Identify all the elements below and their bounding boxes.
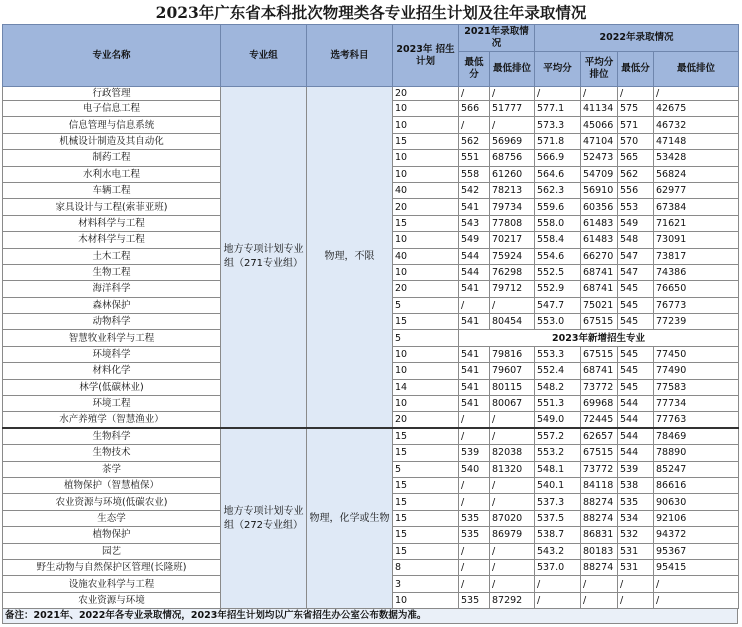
major-name-cell: 木材科学与工程: [3, 232, 221, 248]
avg-rank-2022-cell: /: [581, 592, 618, 608]
avg-rank-2022-cell: 73772: [581, 461, 618, 477]
header-2022-min-rank: 最低排位: [654, 52, 739, 87]
group-cell: 地方专项计划专业组（271专业组）: [221, 87, 307, 429]
min-rank-2021-cell: 80067: [490, 396, 535, 412]
min-score-2021-cell: /: [459, 559, 490, 575]
plan-2023-cell: 5: [393, 461, 459, 477]
table-body: [3, 87, 739, 609]
min-score-2021-cell: 541: [459, 346, 490, 362]
avg-rank-2022-cell: 84118: [581, 477, 618, 493]
min-rank-2021-cell: /: [490, 297, 535, 313]
min-score-2021-cell: 540: [459, 461, 490, 477]
min-rank-2022-cell: /: [654, 576, 739, 592]
min-score-2021-cell: 541: [459, 314, 490, 330]
plan-2023-cell: 15: [393, 445, 459, 461]
major-name-cell: 土木工程: [3, 248, 221, 264]
major-name-cell: 生物工程: [3, 264, 221, 280]
min-rank-2022-cell: 92106: [654, 510, 739, 526]
min-score-2022-cell: 545: [618, 314, 654, 330]
major-name-cell: 生态学: [3, 510, 221, 526]
min-rank-2022-cell: /: [654, 592, 739, 608]
plan-2023-cell: 10: [393, 101, 459, 117]
min-rank-2022-cell: 95367: [654, 543, 739, 559]
avg-score-2022-cell: 552.4: [535, 363, 581, 379]
min-rank-2022-cell: 78469: [654, 428, 739, 444]
subjects-cell: 物理，化学或生物: [307, 428, 393, 608]
min-score-2022-cell: 571: [618, 117, 654, 133]
min-rank-2021-cell: 79607: [490, 363, 535, 379]
plan-2023-cell: 20: [393, 199, 459, 215]
footnote: 备注：2021年、2022年各专业录取情况，2023年招生计划均以广东省招生办公室公布数据为准。: [2, 608, 738, 624]
min-rank-2022-cell: 77450: [654, 346, 739, 362]
avg-score-2022-cell: 564.6: [535, 166, 581, 182]
header-group: 专业组: [221, 25, 307, 87]
min-score-2022-cell: 548: [618, 232, 654, 248]
min-rank-2022-cell: 77239: [654, 314, 739, 330]
avg-score-2022-cell: 558.4: [535, 232, 581, 248]
major-name-cell: 茶学: [3, 461, 221, 477]
plan-2023-cell: 15: [393, 314, 459, 330]
plan-2023-cell: 40: [393, 182, 459, 198]
avg-rank-2022-cell: 75021: [581, 297, 618, 313]
min-score-2022-cell: 545: [618, 379, 654, 395]
min-rank-2021-cell: /: [490, 543, 535, 559]
avg-score-2022-cell: 557.2: [535, 428, 581, 444]
min-rank-2022-cell: 71621: [654, 215, 739, 231]
major-name-cell: 环境工程: [3, 396, 221, 412]
min-score-2021-cell: /: [459, 428, 490, 444]
major-name-cell: 信息管理与信息系统: [3, 117, 221, 133]
min-score-2022-cell: 532: [618, 527, 654, 543]
subjects-cell: 物理，不限: [307, 87, 393, 429]
min-rank-2022-cell: 90630: [654, 494, 739, 510]
header-2022: 2022年录取情况: [535, 25, 739, 52]
major-name-cell: 水产养殖学（智慧渔业）: [3, 412, 221, 428]
major-name-cell: 生物科学: [3, 428, 221, 444]
min-rank-2022-cell: 78890: [654, 445, 739, 461]
avg-rank-2022-cell: 88274: [581, 510, 618, 526]
min-score-2021-cell: /: [459, 477, 490, 493]
avg-score-2022-cell: /: [535, 87, 581, 101]
avg-score-2022-cell: 551.3: [535, 396, 581, 412]
avg-score-2022-cell: 543.2: [535, 543, 581, 559]
major-name-cell: 材料化学: [3, 363, 221, 379]
avg-rank-2022-cell: /: [581, 87, 618, 101]
avg-rank-2022-cell: 56910: [581, 182, 618, 198]
min-score-2021-cell: 535: [459, 527, 490, 543]
avg-score-2022-cell: 552.5: [535, 264, 581, 280]
min-rank-2021-cell: /: [490, 559, 535, 575]
avg-score-2022-cell: 558.0: [535, 215, 581, 231]
min-rank-2022-cell: 73817: [654, 248, 739, 264]
header-2021-min-rank: 最低排位: [490, 52, 535, 87]
min-rank-2021-cell: 70217: [490, 232, 535, 248]
plan-2023-cell: 40: [393, 248, 459, 264]
major-name-cell: 智慧牧业科学与工程: [3, 330, 221, 346]
major-name-cell: 电子信息工程: [3, 101, 221, 117]
major-name-cell: 设施农业科学与工程: [3, 576, 221, 592]
avg-rank-2022-cell: 68741: [581, 281, 618, 297]
min-rank-2022-cell: 47148: [654, 133, 739, 149]
min-score-2022-cell: /: [618, 576, 654, 592]
min-rank-2021-cell: 81320: [490, 461, 535, 477]
plan-2023-cell: 15: [393, 428, 459, 444]
min-score-2022-cell: 534: [618, 510, 654, 526]
min-rank-2022-cell: 85247: [654, 461, 739, 477]
min-score-2021-cell: 558: [459, 166, 490, 182]
avg-rank-2022-cell: 41134: [581, 101, 618, 117]
plan-2023-cell: 15: [393, 543, 459, 559]
avg-rank-2022-cell: 62657: [581, 428, 618, 444]
min-score-2021-cell: 551: [459, 150, 490, 166]
major-name-cell: 生物技术: [3, 445, 221, 461]
avg-rank-2022-cell: 68741: [581, 363, 618, 379]
plan-2023-cell: 5: [393, 330, 459, 346]
group-cell: 地方专项计划专业组（272专业组）: [221, 428, 307, 608]
min-rank-2021-cell: 80454: [490, 314, 535, 330]
min-rank-2022-cell: 77583: [654, 379, 739, 395]
min-score-2021-cell: 544: [459, 248, 490, 264]
min-rank-2021-cell: 79712: [490, 281, 535, 297]
avg-score-2022-cell: 537.3: [535, 494, 581, 510]
min-rank-2021-cell: 77808: [490, 215, 535, 231]
min-score-2022-cell: 544: [618, 412, 654, 428]
avg-score-2022-cell: 553.2: [535, 445, 581, 461]
min-score-2022-cell: 562: [618, 166, 654, 182]
min-rank-2021-cell: /: [490, 87, 535, 101]
avg-rank-2022-cell: 67515: [581, 314, 618, 330]
avg-score-2022-cell: 559.6: [535, 199, 581, 215]
avg-rank-2022-cell: 52473: [581, 150, 618, 166]
header-subjects: 选考科目: [307, 25, 393, 87]
avg-rank-2022-cell: 54709: [581, 166, 618, 182]
min-score-2022-cell: 539: [618, 461, 654, 477]
plan-2023-cell: 20: [393, 281, 459, 297]
min-score-2022-cell: 545: [618, 363, 654, 379]
avg-rank-2022-cell: 60356: [581, 199, 618, 215]
avg-score-2022-cell: 548.1: [535, 461, 581, 477]
min-score-2021-cell: 542: [459, 182, 490, 198]
avg-rank-2022-cell: 68741: [581, 264, 618, 280]
plan-2023-cell: 14: [393, 379, 459, 395]
min-score-2021-cell: 543: [459, 215, 490, 231]
min-score-2022-cell: 556: [618, 182, 654, 198]
min-rank-2021-cell: 86979: [490, 527, 535, 543]
min-rank-2021-cell: /: [490, 117, 535, 133]
avg-rank-2022-cell: 88274: [581, 559, 618, 575]
min-score-2022-cell: 545: [618, 346, 654, 362]
major-name-cell: 野生动物与自然保护区管理(长隆班): [3, 559, 221, 575]
avg-score-2022-cell: /: [535, 576, 581, 592]
major-name-cell: 车辆工程: [3, 182, 221, 198]
major-name-cell: 行政管理: [3, 87, 221, 101]
plan-2023-cell: 20: [393, 412, 459, 428]
min-score-2021-cell: 544: [459, 264, 490, 280]
plan-2023-cell: 20: [393, 87, 459, 101]
min-rank-2021-cell: 79816: [490, 346, 535, 362]
table-row: [3, 428, 739, 444]
min-score-2022-cell: 549: [618, 215, 654, 231]
min-rank-2022-cell: /: [654, 87, 739, 101]
avg-score-2022-cell: 540.1: [535, 477, 581, 493]
min-score-2021-cell: 562: [459, 133, 490, 149]
avg-score-2022-cell: 553.0: [535, 314, 581, 330]
min-score-2022-cell: 531: [618, 559, 654, 575]
avg-rank-2022-cell: 88274: [581, 494, 618, 510]
min-score-2022-cell: 547: [618, 264, 654, 280]
min-rank-2022-cell: 77763: [654, 412, 739, 428]
min-rank-2021-cell: /: [490, 428, 535, 444]
plan-2023-cell: 8: [393, 559, 459, 575]
major-name-cell: 森林保护: [3, 297, 221, 313]
min-score-2022-cell: 535: [618, 494, 654, 510]
min-score-2021-cell: 541: [459, 363, 490, 379]
avg-score-2022-cell: 571.8: [535, 133, 581, 149]
plan-2023-cell: 10: [393, 166, 459, 182]
avg-score-2022-cell: 537.0: [535, 559, 581, 575]
plan-2023-cell: 10: [393, 150, 459, 166]
min-score-2021-cell: 566: [459, 101, 490, 117]
min-score-2022-cell: 553: [618, 199, 654, 215]
plan-2023-cell: 10: [393, 592, 459, 608]
avg-rank-2022-cell: 47104: [581, 133, 618, 149]
min-score-2022-cell: 565: [618, 150, 654, 166]
min-rank-2022-cell: 77490: [654, 363, 739, 379]
major-name-cell: 植物保护（智慧植保）: [3, 477, 221, 493]
header-2021: 2021年录取情况: [459, 25, 535, 52]
min-rank-2021-cell: 68756: [490, 150, 535, 166]
min-score-2021-cell: 541: [459, 281, 490, 297]
avg-rank-2022-cell: 67515: [581, 445, 618, 461]
avg-rank-2022-cell: 86831: [581, 527, 618, 543]
header-plan-2023: 2023年 招生计划: [393, 25, 459, 87]
min-rank-2022-cell: 42675: [654, 101, 739, 117]
min-rank-2022-cell: 95415: [654, 559, 739, 575]
min-rank-2021-cell: /: [490, 576, 535, 592]
avg-rank-2022-cell: 69968: [581, 396, 618, 412]
avg-score-2022-cell: 553.3: [535, 346, 581, 362]
min-rank-2021-cell: /: [490, 494, 535, 510]
plan-2023-cell: 5: [393, 297, 459, 313]
admission-table: [2, 24, 739, 609]
avg-rank-2022-cell: 80183: [581, 543, 618, 559]
min-rank-2021-cell: 82038: [490, 445, 535, 461]
avg-rank-2022-cell: 67515: [581, 346, 618, 362]
avg-rank-2022-cell: 72445: [581, 412, 618, 428]
min-score-2021-cell: 539: [459, 445, 490, 461]
plan-2023-cell: 15: [393, 215, 459, 231]
new-major-note: 2023年新增招生专业: [459, 330, 739, 346]
min-score-2021-cell: 535: [459, 510, 490, 526]
min-score-2021-cell: 541: [459, 199, 490, 215]
avg-rank-2022-cell: 66270: [581, 248, 618, 264]
table-row: [3, 87, 739, 101]
min-score-2021-cell: /: [459, 543, 490, 559]
header-2022-min-score: 最低分: [618, 52, 654, 87]
avg-rank-2022-cell: /: [581, 576, 618, 592]
major-name-cell: 动物科学: [3, 314, 221, 330]
min-score-2021-cell: 541: [459, 379, 490, 395]
min-rank-2021-cell: 56969: [490, 133, 535, 149]
min-rank-2022-cell: 56824: [654, 166, 739, 182]
min-rank-2021-cell: 87020: [490, 510, 535, 526]
plan-2023-cell: 3: [393, 576, 459, 592]
major-name-cell: 海洋科学: [3, 281, 221, 297]
major-name-cell: 园艺: [3, 543, 221, 559]
min-score-2021-cell: /: [459, 117, 490, 133]
avg-score-2022-cell: 552.9: [535, 281, 581, 297]
plan-2023-cell: 15: [393, 133, 459, 149]
header-2021-min-score: 最低分: [459, 52, 490, 87]
major-name-cell: 农业资源与环境: [3, 592, 221, 608]
min-rank-2022-cell: 76650: [654, 281, 739, 297]
avg-score-2022-cell: 562.3: [535, 182, 581, 198]
avg-score-2022-cell: 548.2: [535, 379, 581, 395]
min-score-2022-cell: /: [618, 592, 654, 608]
major-name-cell: 机械设计制造及其自动化: [3, 133, 221, 149]
avg-score-2022-cell: 577.1: [535, 101, 581, 117]
min-score-2021-cell: 549: [459, 232, 490, 248]
avg-rank-2022-cell: 73772: [581, 379, 618, 395]
avg-score-2022-cell: 566.9: [535, 150, 581, 166]
min-rank-2022-cell: 73091: [654, 232, 739, 248]
avg-rank-2022-cell: 45066: [581, 117, 618, 133]
plan-2023-cell: 15: [393, 494, 459, 510]
min-rank-2022-cell: 77734: [654, 396, 739, 412]
major-name-cell: 植物保护: [3, 527, 221, 543]
min-rank-2021-cell: 78213: [490, 182, 535, 198]
avg-score-2022-cell: 573.3: [535, 117, 581, 133]
major-name-cell: 制药工程: [3, 150, 221, 166]
plan-2023-cell: 10: [393, 232, 459, 248]
major-name-cell: 家具设计与工程(索菲亚班): [3, 199, 221, 215]
min-rank-2022-cell: 53428: [654, 150, 739, 166]
major-name-cell: 环境科学: [3, 346, 221, 362]
plan-2023-cell: 15: [393, 477, 459, 493]
min-rank-2021-cell: /: [490, 412, 535, 428]
avg-score-2022-cell: 538.7: [535, 527, 581, 543]
avg-score-2022-cell: /: [535, 592, 581, 608]
min-score-2022-cell: 544: [618, 428, 654, 444]
avg-rank-2022-cell: 61483: [581, 232, 618, 248]
min-score-2021-cell: /: [459, 576, 490, 592]
header-2022-avg-rank: 平均分排位: [581, 52, 618, 87]
major-name-cell: 农业资源与环境(低碳农业): [3, 494, 221, 510]
major-name-cell: 材料科学与工程: [3, 215, 221, 231]
min-rank-2022-cell: 62977: [654, 182, 739, 198]
min-rank-2021-cell: /: [490, 477, 535, 493]
plan-2023-cell: 10: [393, 117, 459, 133]
min-score-2022-cell: 544: [618, 396, 654, 412]
min-rank-2022-cell: 46732: [654, 117, 739, 133]
plan-2023-cell: 10: [393, 346, 459, 362]
plan-2023-cell: 15: [393, 510, 459, 526]
page-title: 2023年广东省本科批次物理类各专业招生计划及往年录取情况: [155, 3, 587, 22]
min-rank-2021-cell: 61260: [490, 166, 535, 182]
avg-rank-2022-cell: 61483: [581, 215, 618, 231]
min-rank-2022-cell: 76773: [654, 297, 739, 313]
min-score-2022-cell: 545: [618, 281, 654, 297]
min-rank-2021-cell: 75924: [490, 248, 535, 264]
min-rank-2021-cell: 51777: [490, 101, 535, 117]
min-score-2022-cell: /: [618, 87, 654, 101]
min-rank-2022-cell: 94372: [654, 527, 739, 543]
min-score-2022-cell: 531: [618, 543, 654, 559]
header-2022-avg-score: 平均分: [535, 52, 581, 87]
plan-2023-cell: 10: [393, 264, 459, 280]
min-rank-2021-cell: 87292: [490, 592, 535, 608]
plan-2023-cell: 15: [393, 527, 459, 543]
avg-score-2022-cell: 554.6: [535, 248, 581, 264]
min-score-2021-cell: /: [459, 412, 490, 428]
header-major: 专业名称: [3, 25, 221, 87]
major-name-cell: 林学(低碳林业): [3, 379, 221, 395]
min-score-2021-cell: /: [459, 87, 490, 101]
min-rank-2021-cell: 79734: [490, 199, 535, 215]
major-name-cell: 水利水电工程: [3, 166, 221, 182]
table-header: [3, 25, 739, 87]
min-score-2022-cell: 570: [618, 133, 654, 149]
min-score-2021-cell: /: [459, 494, 490, 510]
avg-score-2022-cell: 537.5: [535, 510, 581, 526]
min-rank-2022-cell: 67384: [654, 199, 739, 215]
min-score-2021-cell: 535: [459, 592, 490, 608]
min-score-2022-cell: 544: [618, 445, 654, 461]
min-rank-2022-cell: 86616: [654, 477, 739, 493]
avg-score-2022-cell: 549.0: [535, 412, 581, 428]
min-rank-2022-cell: 74386: [654, 264, 739, 280]
plan-2023-cell: 10: [393, 396, 459, 412]
min-rank-2021-cell: 76298: [490, 264, 535, 280]
min-score-2022-cell: 575: [618, 101, 654, 117]
min-score-2022-cell: 545: [618, 297, 654, 313]
min-score-2022-cell: 547: [618, 248, 654, 264]
min-score-2022-cell: 538: [618, 477, 654, 493]
min-score-2021-cell: 541: [459, 396, 490, 412]
plan-2023-cell: 10: [393, 363, 459, 379]
min-rank-2021-cell: 80115: [490, 379, 535, 395]
min-score-2021-cell: /: [459, 297, 490, 313]
avg-score-2022-cell: 547.7: [535, 297, 581, 313]
